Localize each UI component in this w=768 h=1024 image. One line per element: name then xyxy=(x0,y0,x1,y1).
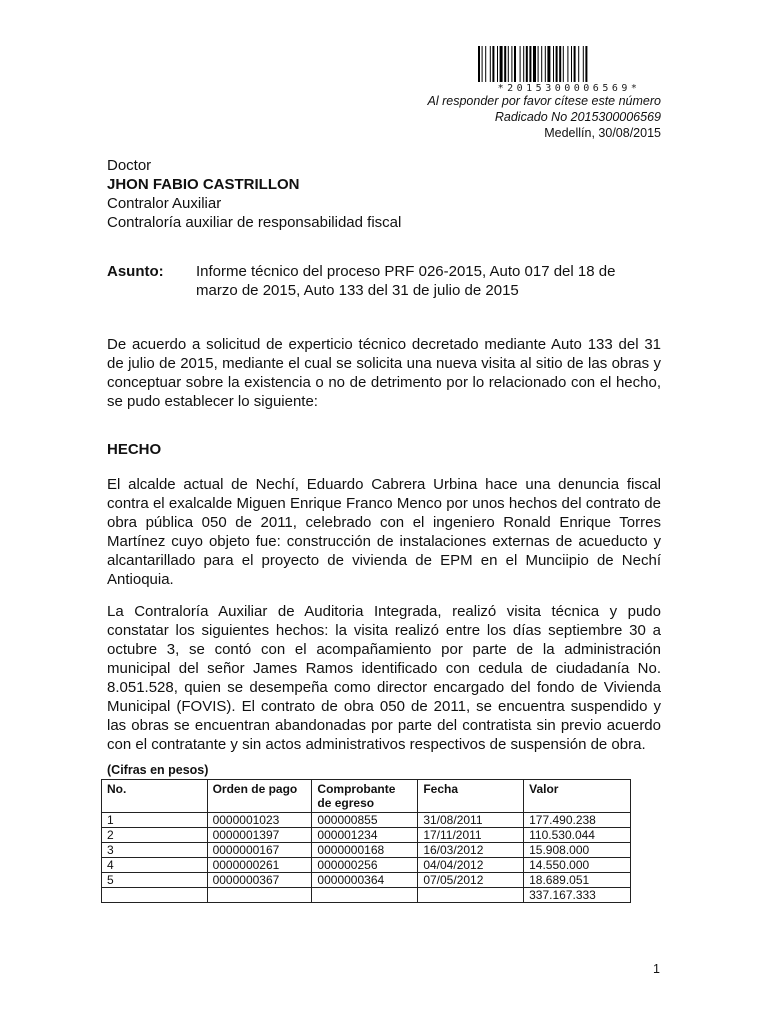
barcode-bar xyxy=(520,46,521,82)
table-row xyxy=(102,828,631,843)
radicado-number: Radicado No 2015300006569 xyxy=(494,110,661,124)
subject-label: Asunto: xyxy=(107,263,164,280)
table-total-row xyxy=(102,888,631,903)
table-row xyxy=(102,858,631,873)
cell-valor: 110.530.044 xyxy=(524,828,631,843)
cell-comprobante: 0000000168 xyxy=(312,843,418,858)
intro-paragraph: De acuerdo a solicitud de experticio técnico decretado mediante Auto 133 del 31 de julio de 2015, mediante el cual se solicita una nueva visita al sitio de las obras y conceptuar sobre la existencia o no de detrimento por lo relacionado con el hecho, se pudo establecer lo siguiente: xyxy=(107,336,661,410)
cell-no: 4 xyxy=(102,858,208,873)
barcode-bar xyxy=(556,46,558,82)
cell-fecha: 31/08/2011 xyxy=(418,813,524,828)
header-valor: Valor xyxy=(524,780,631,813)
barcode-bar xyxy=(547,46,550,82)
barcode-bar xyxy=(478,46,480,82)
barcode-bar xyxy=(571,46,572,82)
subject-text: Informe técnico del proceso PRF 026-2015, Auto 017 del 18 de marzo de 2015, Auto 133 del 31 de julio de 2015 xyxy=(196,263,616,299)
reference-block xyxy=(428,93,661,141)
cell-comprobante: 000000256 xyxy=(312,858,418,873)
addressee-name: JHON FABIO CASTRILLON xyxy=(107,176,300,193)
cell-orden-pago: 0000000367 xyxy=(207,873,312,888)
place-date: Medellín, 30/08/2015 xyxy=(544,126,661,140)
barcode-bar xyxy=(533,46,536,82)
cell-comprobante: 000000855 xyxy=(312,813,418,828)
barcode-bar xyxy=(541,46,542,82)
addressee-block xyxy=(107,156,401,232)
cell-total-valor: 337.167.333 xyxy=(524,888,631,903)
barcode xyxy=(478,46,660,96)
fact-paragraph-1: El alcalde actual de Nechí, Eduardo Cabrera Urbina hace una denuncia fiscal contra el exalcalde Miguen Enrique Franco Menco por unos hechos del contrato de obra pública 050 de 2011, celebrado con el ingeniero Ronald Enrique Torres Martínez cuyo objeto fue: construcción de instalaciones externas de acueducto y alcantarillado para el proyecto de vivienda de EPM en el Munciipio de Nechí Antioquia. xyxy=(107,476,661,588)
cell-no: 1 xyxy=(102,813,208,828)
barcode-bar xyxy=(482,46,483,82)
barcode-bar xyxy=(545,46,546,82)
barcode-bar xyxy=(497,46,498,82)
header-no: No. xyxy=(102,780,208,813)
barcode-bar xyxy=(578,46,579,82)
table-row xyxy=(102,843,631,858)
cell-comprobante: 000001234 xyxy=(312,828,418,843)
header-fecha: Fecha xyxy=(418,780,524,813)
page-number: 1 xyxy=(653,962,660,976)
barcode-bars xyxy=(478,46,660,84)
table-row xyxy=(102,813,631,828)
barcode-bar xyxy=(567,46,568,82)
barcode-number: *2015300006569* xyxy=(497,83,641,94)
barcode-bar xyxy=(529,46,531,82)
barcode-bar xyxy=(514,46,516,82)
cell-fecha: 04/04/2012 xyxy=(418,858,524,873)
barcode-bar xyxy=(492,46,494,82)
barcode-bar xyxy=(523,46,524,82)
cell-no: 3 xyxy=(102,843,208,858)
cell-orden-pago: 0000001397 xyxy=(207,828,312,843)
addressee-salutation: Doctor xyxy=(107,157,152,174)
payments-table xyxy=(101,779,631,903)
header-comprobante: Comprobante de egreso xyxy=(312,780,418,813)
cell-valor: 177.490.238 xyxy=(524,813,631,828)
cell-orden-pago: 0000000167 xyxy=(207,843,312,858)
cell-fecha: 17/11/2011 xyxy=(418,828,524,843)
cell-orden-pago: 0000001023 xyxy=(207,813,312,828)
cell-fecha: 07/05/2012 xyxy=(418,873,524,888)
barcode-bar xyxy=(511,46,512,82)
barcode-bar xyxy=(559,46,561,82)
section-heading: HECHO xyxy=(107,441,162,458)
addressee-position: Contralor Auxiliar xyxy=(107,195,222,212)
cell-no: 2 xyxy=(102,828,208,843)
table-caption: (Cifras en pesos) xyxy=(107,763,209,777)
barcode-bar xyxy=(583,46,584,82)
barcode-bar xyxy=(508,46,509,82)
barcode-bar xyxy=(538,46,539,82)
barcode-bar xyxy=(585,46,587,82)
cell-comprobante: 0000000364 xyxy=(312,873,418,888)
cell-empty xyxy=(418,888,524,903)
cell-valor: 18.689.051 xyxy=(524,873,631,888)
cell-no: 5 xyxy=(102,873,208,888)
barcode-bar xyxy=(490,46,491,82)
barcode-bar xyxy=(553,46,554,82)
cell-valor: 15.908.000 xyxy=(524,843,631,858)
table-header-row xyxy=(102,780,631,813)
cell-empty xyxy=(102,888,208,903)
barcode-bar xyxy=(563,46,564,82)
fact-paragraph-2: La Contraloría Auxiliar de Auditoria Integrada, realizó visita técnica y pudo constatar los siguientes hechos: la visita realizó entre los días septiembre 30 a octubre 3, se contó con el acompañamiento por parte de la administración municipal del señor James Ramos identificado con cedula de ciudadanía No. 8.051.528, quien se desempeña como director encargado del fondo de Vivienda Municipal (FOVIS). El contrato de obra 050 de 2011, se encuentra suspendido y las obras se encuentran abandonadas por parte del contratista sin previo acuerdo con el contratante y sin actos administrativos respectivos de suspensión de obra. xyxy=(107,603,661,753)
cell-empty xyxy=(207,888,312,903)
barcode-bar xyxy=(500,46,503,82)
barcode-bar xyxy=(485,46,486,82)
cell-fecha: 16/03/2012 xyxy=(418,843,524,858)
table-row xyxy=(102,873,631,888)
barcode-bar xyxy=(526,46,528,82)
cell-orden-pago: 0000000261 xyxy=(207,858,312,873)
barcode-bar xyxy=(574,46,576,82)
addressee-office: Contraloría auxiliar de responsabilidad fiscal xyxy=(107,214,402,231)
cell-empty xyxy=(312,888,418,903)
header-orden-pago: Orden de pago xyxy=(207,780,312,813)
cell-valor: 14.550.000 xyxy=(524,858,631,873)
barcode-bar xyxy=(504,46,506,82)
reply-note: Al responder por favor cítese este número xyxy=(427,94,661,108)
